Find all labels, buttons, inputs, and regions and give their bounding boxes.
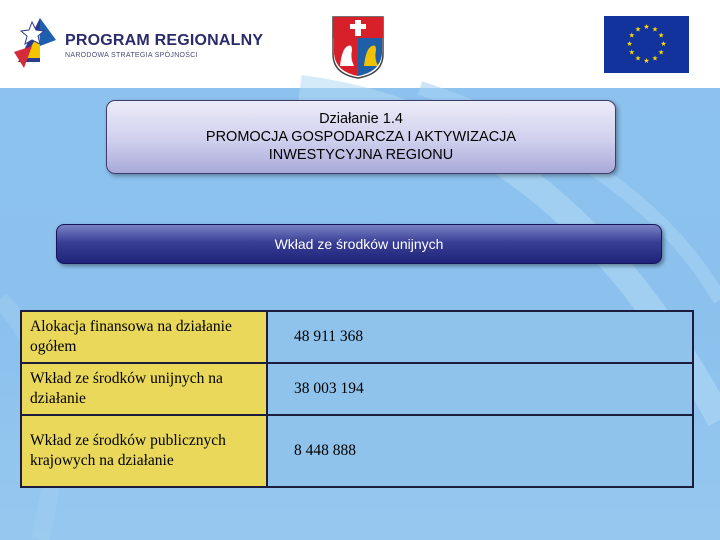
row-value: 48 911 368 [267, 311, 693, 363]
svg-text:★: ★ [628, 31, 635, 40]
region-coat-of-arms-icon [330, 14, 386, 80]
svg-text:★: ★ [628, 48, 635, 57]
svg-text:★: ★ [651, 25, 659, 34]
row-value: 38 003 194 [267, 363, 693, 415]
svg-text:★: ★ [634, 25, 642, 34]
svg-text:★: ★ [643, 57, 650, 65]
measure-title-box [106, 100, 616, 174]
measure-name-line2: INWESTYCYJNA REGIONU [268, 147, 454, 163]
svg-text:★: ★ [658, 31, 665, 40]
program-logo-subtitle: NARODOWA STRATEGIA SPÓJNOŚCI [65, 52, 198, 59]
table-row [21, 415, 693, 487]
svg-text:★: ★ [626, 40, 633, 48]
section-header-bar [56, 224, 662, 264]
measure-number: Działanie 1.4 [319, 111, 403, 127]
table-row [21, 363, 693, 415]
funding-table [20, 310, 694, 488]
svg-text:★: ★ [651, 54, 659, 63]
program-logo-title: PROGRAM REGIONALNY [65, 32, 264, 49]
row-value: 8 448 888 [267, 415, 693, 487]
row-label: Alokacja finansowa na działanie ogółem [21, 311, 267, 363]
section-header-label: Wkład ze środków unijnych [274, 236, 444, 252]
program-logo-star-icon [10, 12, 60, 70]
eu-flag-icon [604, 16, 689, 73]
svg-text:★: ★ [658, 48, 665, 57]
table-row [21, 311, 693, 363]
svg-text:★: ★ [660, 40, 667, 48]
program-regionalny-logo [10, 12, 264, 70]
row-label: Wkład ze środków unijnych na działanie [21, 363, 267, 415]
svg-text:★: ★ [634, 54, 642, 63]
row-label: Wkład ze środków publicznych krajowych na działanie [21, 415, 267, 487]
svg-text:★: ★ [643, 23, 650, 31]
measure-name-line1: PROMOCJA GOSPODARCZA I AKTYWIZACJA [205, 129, 517, 145]
